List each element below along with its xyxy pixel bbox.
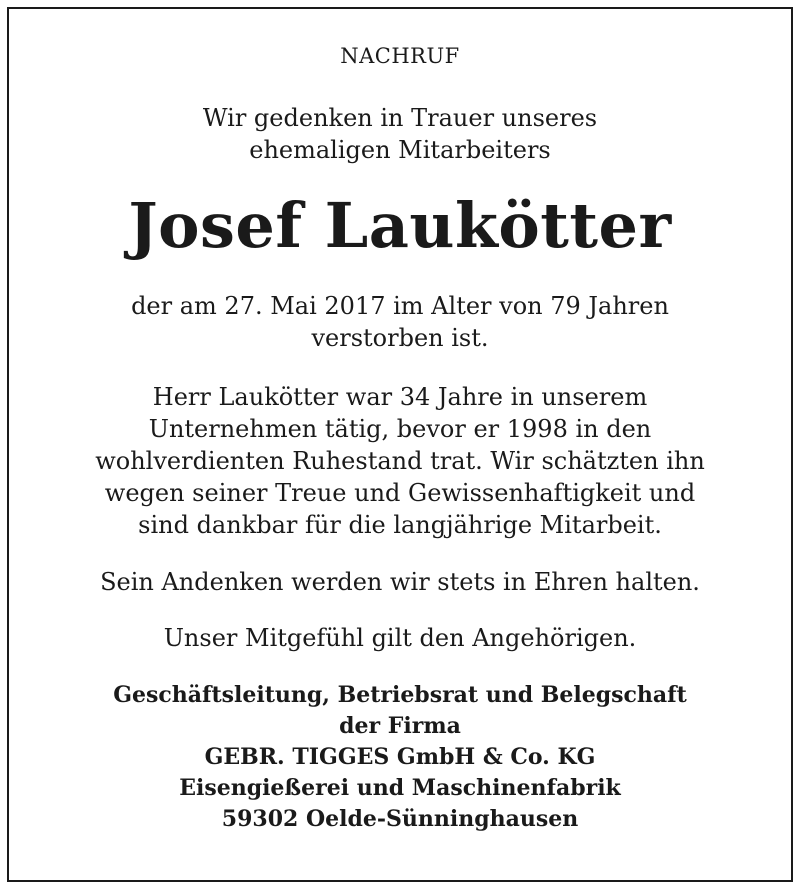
death-line: der am 27. Mai 2017 im Alter von 79 Jahren — [131, 292, 669, 320]
death-details — [0, 290, 800, 354]
company-address: 59302 Oelde-Sünninghausen — [221, 806, 579, 832]
intro-line: ehemaligen Mitarbeiters — [249, 136, 551, 164]
company-name: GEBR. TIGGES GmbH & Co. KG — [204, 744, 596, 770]
signature-line: der Firma — [339, 713, 461, 739]
career-paragraph — [0, 381, 800, 541]
intro-line: Wir gedenken in Trauer unseres — [202, 104, 598, 132]
career-line: sind dankbar für die langjährige Mitarbeit. — [138, 511, 662, 539]
notice-heading: NACHRUF — [340, 44, 460, 68]
career-line: Herr Laukötter war 34 Jahre in unserem — [152, 383, 648, 411]
career-line: Unternehmen tätig, bevor er 1998 in den — [148, 415, 652, 443]
sympathy-line: Unser Mitgefühl gilt den Angehörigen. — [163, 624, 637, 652]
signature-line: Geschäftsleitung, Betriebsrat und Belegschaft — [113, 682, 687, 708]
memory-line: Sein Andenken werden wir stets in Ehren halten. — [100, 568, 700, 596]
company-description: Eisengießerei und Maschinenfabrik — [179, 775, 621, 801]
career-line: wohlverdienten Ruhestand trat. Wir schätzten ihn — [95, 447, 705, 475]
intro-text — [0, 102, 800, 166]
death-line: verstorben ist. — [311, 324, 489, 352]
company-signature — [0, 680, 800, 835]
deceased-name: Josef Laukötter — [128, 189, 672, 262]
career-line: wegen seiner Treue und Gewissenhaftigkeit und — [104, 479, 696, 507]
